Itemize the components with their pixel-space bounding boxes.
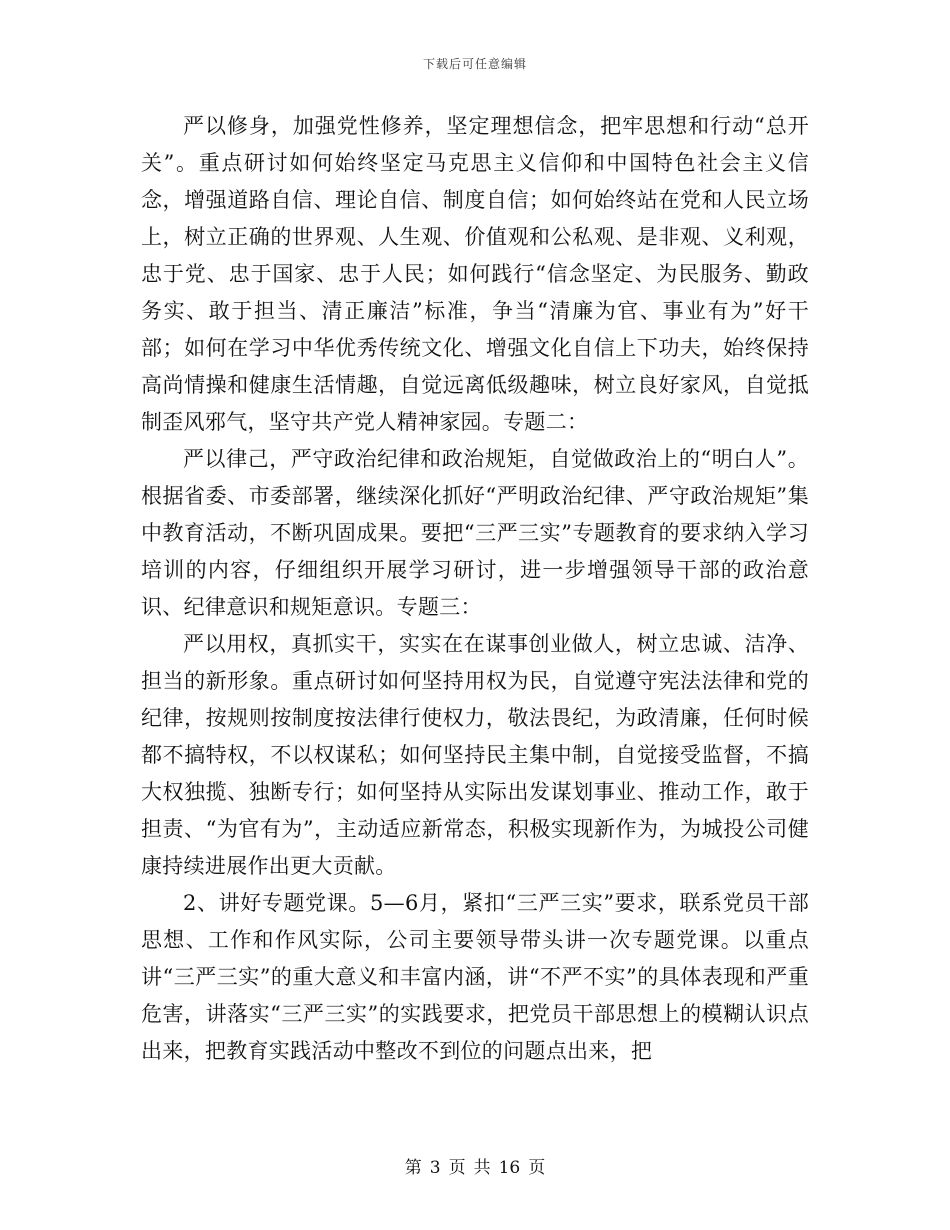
page-word: 页 — [448, 1158, 466, 1178]
paragraph-1: 严以修身，加强党性修养，坚定理想信念，把牢思想和行动“总开关”。重点研讨如何始终坚定马克思主义信仰和中国特色社会主义信念，增强道路自信、理论自信、制度自信；如何始终站在党和人民立场上，树立正确的世界观、人生观、价值观和公私观、是非观、义利观，忠于党、忠于国家、忠于人民；如何践行“信念坚定、为民服务、勤政务实、敢于担当、清正廉洁”标准，争当“清廉为官、事业有为”好干部；如何在学习中华优秀传统文化、增强文化自信上下功夫，始终保持高尚情操和健康生活情趣，自觉远离低级趣味，树立良好家风，自觉抵制歪风邪气，坚守共产党人精神家园。专题二： — [141, 114, 809, 434]
total-prefix: 共 — [473, 1158, 491, 1178]
paragraph-3: 严以用权，真抓实干，实实在在谋事创业做人，树立忠诚、洁净、担当的新形象。重点研讨如何坚持用权为民，自觉遵守宪法法律和党的纪律，按规则按制度按法律行使权力，敬法畏纪，为政清廉，任何时候都不搞特权，不以权谋私；如何坚持民主集中制，自觉接受监督，不搞大权独揽、独断专行；如何坚持从实际出发谋划事业、推动工作，敢于担责、“为官有为”，主动适应新常态，积极实现新作为，为城投公司健康持续进展作出更大贡献。 — [141, 632, 809, 878]
total-pages: 16 — [498, 1158, 521, 1178]
paragraph-4: 2、讲好专题党课。5—6月，紧扣“三严三实”要求，联系党员干部思想、工作和作风实际，公司主要领导带头讲一次专题党课。以重点讲“三严三实”的重大意义和丰富内涵，讲“不严不实”的具体表现和严重危害，讲落实“三严三实”的实践要求，把党员干部思想上的模糊认识点出来，把教育实践活动中整改不到位的问题点出来，把 — [141, 891, 809, 1063]
page-footer — [0, 1153, 950, 1178]
paragraph-2: 严以律己，严守政治纪律和政治规矩，自觉做政治上的“明白人”。根据省委、市委部署，继续深化抓好“严明政治纪律、严守政治规矩”集中教育活动，不断巩固成果。要把“三严三实”专题教育的要求纳入学习培训的内容，仔细组织开展学习研讨，进一步增强领导干部的政治意识、纪律意识和规矩意识。专题三： — [141, 447, 809, 619]
page-number: 3 — [429, 1158, 441, 1178]
page-header: 下载后可任意编辑 — [422, 57, 527, 71]
total-word: 页 — [528, 1158, 546, 1178]
page-prefix: 第 — [404, 1158, 422, 1178]
document-body — [141, 108, 809, 1070]
